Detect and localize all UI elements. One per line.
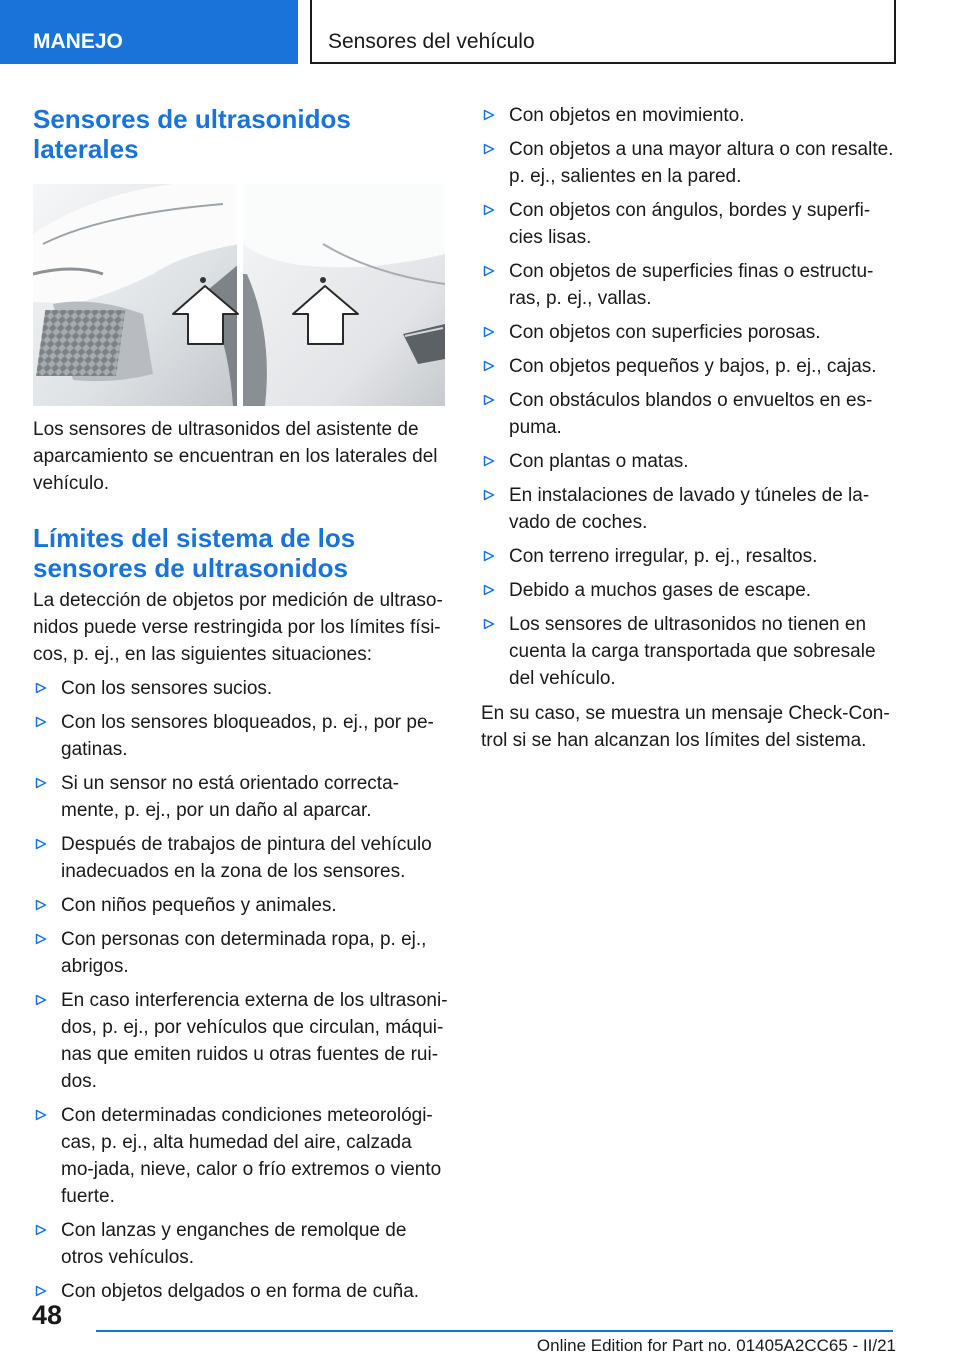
list-item-text: Con niños pequeños y animales. xyxy=(61,895,337,916)
header-section-label: MANEJO xyxy=(33,30,123,53)
list-item xyxy=(481,319,901,346)
triangle-right-icon xyxy=(33,929,49,949)
list-item-text: Con los sensores sucios. xyxy=(61,678,273,699)
triangle-right-icon xyxy=(481,390,497,410)
triangle-right-icon xyxy=(481,200,497,220)
list-item-text: Con objetos en movimiento. xyxy=(509,105,745,126)
list-item-text: Con los sensores bloqueados, p. ej., por pe‐gatinas. xyxy=(61,712,434,760)
list-item xyxy=(481,197,901,251)
triangle-right-icon xyxy=(33,1105,49,1125)
list-item-text: Con terreno irregular, p. ej., resaltos. xyxy=(509,546,818,567)
list-item-text: Con lanzas y enganches de remolque de otros vehículos. xyxy=(61,1220,407,1268)
list-item-text: Con obstáculos blandos o envueltos en es‐puma. xyxy=(509,390,873,438)
list-item xyxy=(33,709,448,763)
list-item-text: Con objetos a una mayor altura o con resalte. p. ej., salientes en la pared. xyxy=(509,139,894,187)
triangle-right-icon xyxy=(33,990,49,1010)
list-item xyxy=(33,675,448,702)
heading-system-limits: Límites del sistema de los sensores de ultrasonidos xyxy=(33,523,356,583)
footer-edition: Online Edition for Part no. 01405A2CC65 - II/21 xyxy=(536,1336,896,1355)
header-title-box xyxy=(310,0,896,64)
list-item-text: En instalaciones de lavado y túneles de la‐vado de coches. xyxy=(509,485,870,533)
list-item-text: Con personas con determinada ropa, p. ej., abrigos. xyxy=(61,929,427,977)
list-item-text: Con plantas o matas. xyxy=(509,451,689,472)
list-item-text: Los sensores de ultrasonidos no tienen en cuenta la carga transportada que sobresale del vehículo. xyxy=(509,614,876,689)
list-item xyxy=(481,448,901,475)
limits-list-right xyxy=(481,102,901,692)
limits-list-left xyxy=(33,675,448,1305)
limits-intro-paragraph: La detección de objetos por medición de ultraso‐nidos puede verse restringida por los límites físi‐cos, p. ej., en las siguientes situaciones: xyxy=(33,590,443,665)
right-column xyxy=(481,100,901,754)
list-item xyxy=(481,136,901,190)
list-item xyxy=(481,543,901,570)
list-item xyxy=(481,353,901,380)
list-item xyxy=(481,577,901,604)
triangle-right-icon xyxy=(481,580,497,600)
list-item xyxy=(33,926,448,980)
sensor-location-photo xyxy=(33,184,445,406)
car-bumper-illustration xyxy=(33,184,445,406)
list-item-text: Con objetos pequeños y bajos, p. ej., cajas. xyxy=(509,356,877,377)
list-item-text: Con objetos de superficies finas o estructu‐ras, p. ej., vallas. xyxy=(509,261,874,309)
triangle-right-icon xyxy=(481,322,497,342)
triangle-right-icon xyxy=(481,546,497,566)
triangle-right-icon xyxy=(33,1220,49,1240)
triangle-right-icon xyxy=(33,895,49,915)
list-item xyxy=(33,1278,448,1305)
list-item-text: Con objetos con ángulos, bordes y superfi‐cies lisas. xyxy=(509,200,871,248)
list-item-text: Con objetos delgados o en forma de cuña. xyxy=(61,1281,420,1302)
triangle-right-icon xyxy=(481,614,497,634)
list-item xyxy=(33,1102,448,1210)
triangle-right-icon xyxy=(33,712,49,732)
list-item xyxy=(33,1217,448,1271)
page-number: 48 xyxy=(32,1300,63,1330)
triangle-right-icon xyxy=(33,678,49,698)
list-item xyxy=(481,258,901,312)
triangle-right-icon xyxy=(33,773,49,793)
triangle-right-icon xyxy=(481,485,497,505)
triangle-right-icon xyxy=(481,356,497,376)
list-item xyxy=(481,102,901,129)
triangle-right-icon xyxy=(481,105,497,125)
list-item xyxy=(33,987,448,1095)
list-item-text: Debido a muchos gases de escape. xyxy=(509,580,812,601)
footer-divider xyxy=(96,1330,893,1332)
triangle-right-icon xyxy=(481,261,497,281)
header-section-tab xyxy=(0,0,298,64)
intro-paragraph: Los sensores de ultrasonidos del asistente de aparcamiento se encuentran en los laterales del vehículo. xyxy=(33,419,438,494)
list-item xyxy=(33,831,448,885)
list-item-text: Con objetos con superficies porosas. xyxy=(509,322,821,343)
triangle-right-icon xyxy=(33,1281,49,1301)
list-item xyxy=(33,892,448,919)
list-item-text: Si un sensor no está orientado correcta‐mente, p. ej., por un daño al aparcar. xyxy=(61,773,399,821)
triangle-right-icon xyxy=(481,451,497,471)
list-item xyxy=(481,482,901,536)
list-item-text: Después de trabajos de pintura del vehículo inadecuados en la zona de los sensores. xyxy=(61,834,432,882)
list-item xyxy=(481,611,901,692)
list-item xyxy=(33,770,448,824)
list-item-text: En caso interferencia externa de los ultrasoni‐dos, p. ej., por vehículos que circulan, máqui‐nas que emiten ruidos u otras fuentes de rui‐dos. xyxy=(61,990,448,1092)
header-title: Sensores del vehículo xyxy=(328,30,535,53)
triangle-right-icon xyxy=(33,834,49,854)
list-item-text: Con determinadas condiciones meteorológi‐cas, p. ej., alta humedad del aire, calzada mo‐jada, nieve, calor o frío extremos o viento fuerte. xyxy=(61,1105,442,1207)
triangle-right-icon xyxy=(481,139,497,159)
check-control-paragraph: En su caso, se muestra un mensaje Check-Con‐trol si se han alcanzan los límites del sistema. xyxy=(481,703,890,751)
heading-lateral-sensors: Sensores de ultrasonidos laterales xyxy=(33,104,351,164)
list-item xyxy=(481,387,901,441)
left-column xyxy=(33,100,448,1305)
